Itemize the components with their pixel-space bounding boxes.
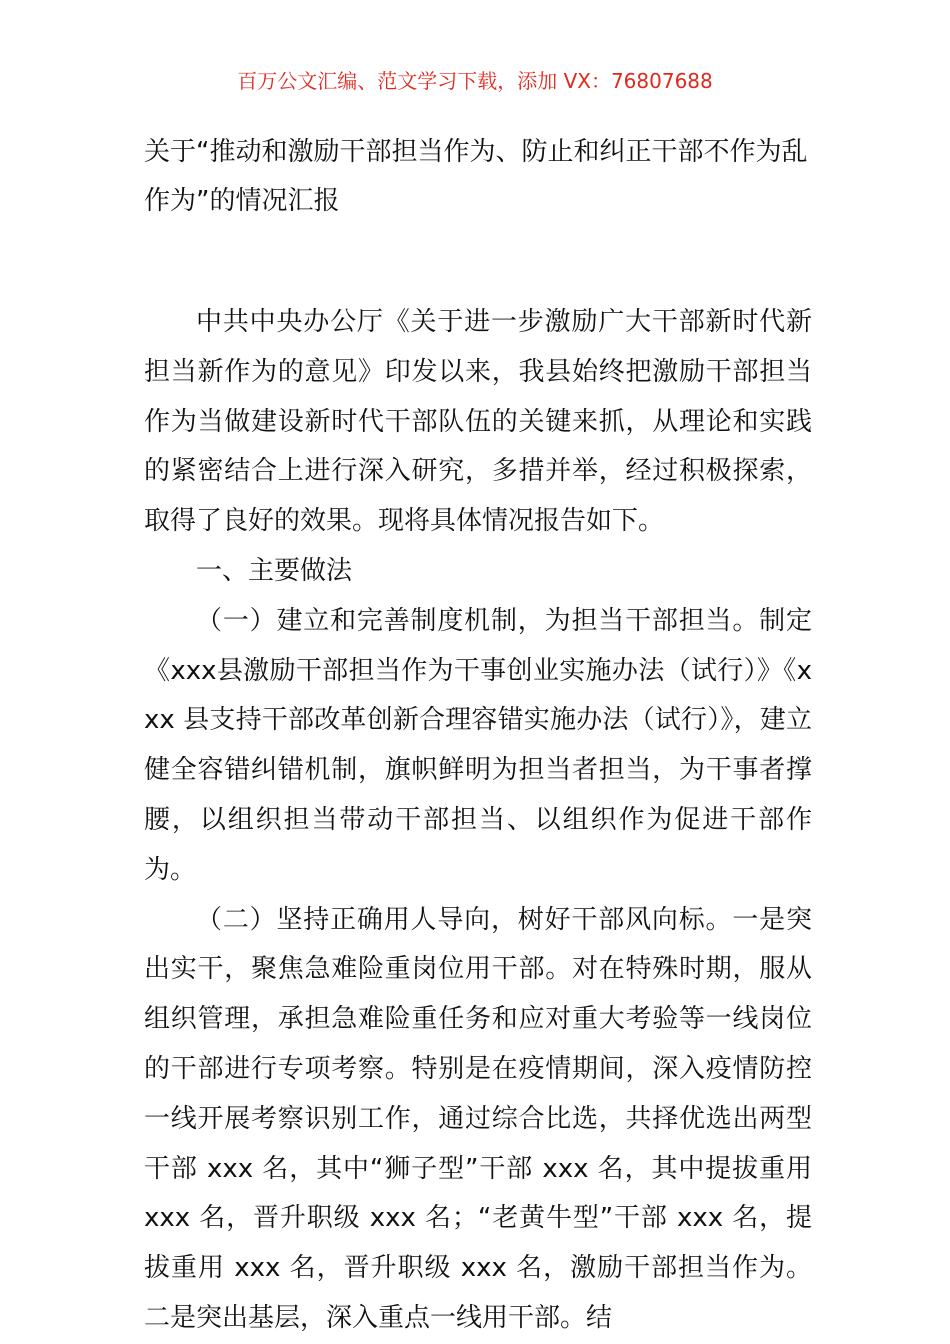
document-page: [144, 128, 812, 1344]
intro-paragraph: 中共中央办公厅《关于进一步激励广大干部新时代新担当新作为的意见》印发以来，我县始终把激励干部担当作为当做建设新时代干部队伍的关键来抓，从理论和实践的紧密结合上进行深入研究，多措并举，经过积极探索，取得了良好的效果。现将具体情况报告如下。: [144, 307, 812, 537]
watermark-banner: 百万公文汇编、范文学习下载，添加 VX：76807688: [237, 69, 713, 93]
item-1-paragraph: （一）建立和完善制度机制，为担当干部担当。制定《xxx县激励干部担当作为干事创业实施办法（试行）》《xxx 县支持干部改革创新合理容错实施办法（试行）》，建立健全容错纠错机制，旗帜鲜明为担当者担当，为干事者撑腰，以组织担当带动干部担当、以组织作为促进干部作为。: [144, 605, 812, 885]
item-2-paragraph: （二）坚持正确用人导向，树好干部风向标。一是突出实干，聚焦急难险重岗位用干部。对在特殊时期，服从组织管理，承担急难险重任务和应对重大考验等一线岗位的干部进行专项考察。特别是在疫情期间，深入疫情防控一线开展考察识别工作，通过综合比选，共择优选出两型干部 xxx 名，其中“狮子型”干部 xxx 名，其中提拔重用 xxx 名，晋升职级 xxx 名；“老黄牛型”干部 xxx 名，提拔重用 xxx 名，晋升职级 xxx 名，激励干部担当作为。二是突出基层，深入重点一线用干部。结: [144, 904, 812, 1333]
section-heading-main-practices: 一、主要做法: [196, 555, 353, 586]
document-body: [144, 298, 812, 1344]
document-title: 关于“推动和激励干部担当作为、防止和纠正干部不作为乱作为”的情况汇报: [144, 137, 808, 216]
